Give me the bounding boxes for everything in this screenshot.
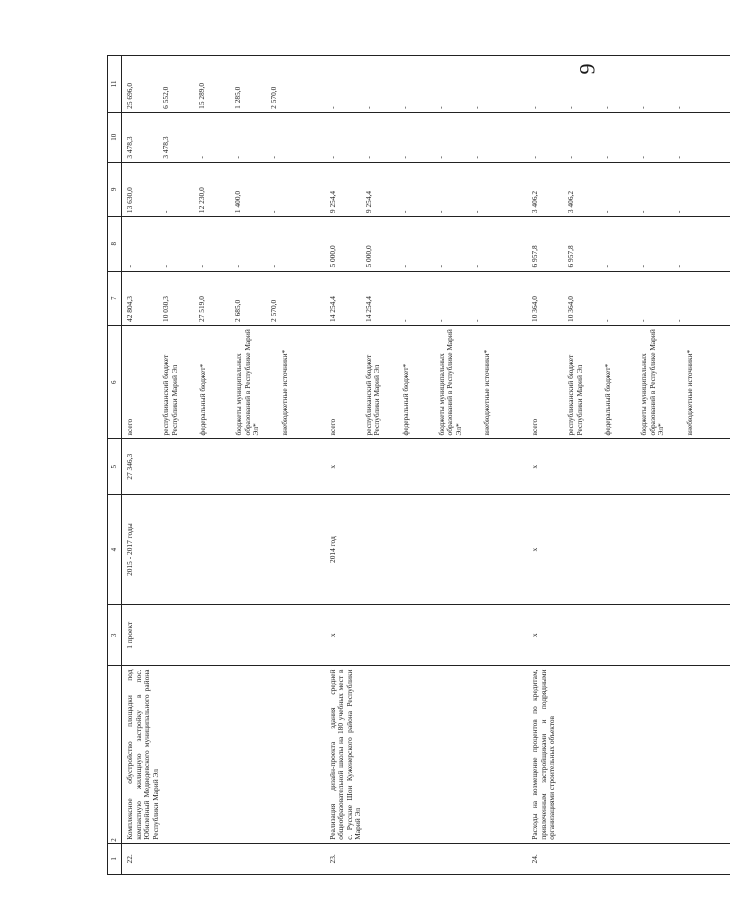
event-name: Реализация дизайн-проекта здания средней общеобразовательной школы на 180 учебных мест в с. Русские Шои Куженерского района Республики Марий Эл <box>325 666 528 843</box>
col-header-2: 2 <box>108 666 122 843</box>
amount-value: - <box>435 156 445 159</box>
amount-value: 3 406,2 <box>530 190 540 214</box>
col-header-5: 5 <box>108 439 122 495</box>
amount-column-7 <box>527 271 730 325</box>
amount-value: - <box>471 156 481 159</box>
amount-value: - <box>566 156 576 159</box>
amount-value: 3 478,3 <box>125 136 134 159</box>
amount-column-8 <box>122 217 325 271</box>
funding-source-label: внебюджетные источники* <box>279 349 289 436</box>
amount-value: - <box>435 106 445 109</box>
amount-value: - <box>399 106 409 109</box>
amount-value: 14 254,4 <box>363 296 373 322</box>
amount-value: - <box>363 106 373 109</box>
funding-source-label: внебюджетные источники* <box>684 349 694 436</box>
amount-value: 10 364,0 <box>530 296 540 322</box>
funding-sources <box>122 325 325 439</box>
amount-value: - <box>638 319 648 322</box>
amount-value: 12 230,0 <box>197 187 206 214</box>
funding-source-label: федеральный бюджет* <box>198 363 208 436</box>
column-number-row <box>108 56 122 875</box>
amount-value: - <box>327 156 337 159</box>
funding-source-label: республиканский бюджет Республики Марий Эл <box>363 354 382 436</box>
amount-value: - <box>566 106 576 109</box>
amount-column-11 <box>325 56 528 113</box>
col-header-8: 8 <box>108 217 122 271</box>
amount-column-9 <box>122 162 325 216</box>
funding-source-label: бюджеты муниципальных образований в Республике Марий Эл* <box>234 329 261 436</box>
col-header-10: 10 <box>108 112 122 162</box>
funding-source-label: республиканский бюджет Республики Марий Эл <box>161 354 179 436</box>
col-header-1: 1 <box>108 843 122 874</box>
amount-value: 25 696,0 <box>125 82 134 109</box>
amount-value: - <box>233 265 242 268</box>
amount-value: - <box>125 265 134 268</box>
amount-value: - <box>327 106 337 109</box>
col-header-7: 7 <box>108 271 122 325</box>
funding-source-label: внебюджетные источники* <box>482 349 492 436</box>
amount-column-10 <box>527 112 730 162</box>
table-row <box>527 56 730 875</box>
amount-value: - <box>638 156 648 159</box>
amount-value: - <box>399 319 409 322</box>
amount-value: 6 957,8 <box>566 245 576 268</box>
amount-value: 15 289,0 <box>197 82 206 109</box>
col-header-6: 6 <box>108 325 122 439</box>
amount-value: - <box>399 265 409 268</box>
amount-value: - <box>269 156 278 159</box>
amount-value: - <box>233 156 242 159</box>
amount-value: 2 570,0 <box>269 299 278 322</box>
amount-value: 5 000,0 <box>327 245 337 268</box>
amount-value: - <box>435 210 445 214</box>
funding-source-label: республиканский бюджет Республики Марий Эл <box>566 354 584 436</box>
row-number: 23. <box>325 843 528 874</box>
result-unit: 1 проект <box>122 605 325 666</box>
amount-value: - <box>471 265 481 268</box>
amount-value: 3 406,2 <box>566 190 576 214</box>
funding-sources <box>325 325 528 439</box>
amount-value: - <box>161 265 170 268</box>
amount-value: - <box>638 106 648 109</box>
amount-value: - <box>602 319 612 322</box>
amount-value: - <box>269 265 278 268</box>
amount-value: - <box>638 265 648 268</box>
amount-value: - <box>399 210 409 214</box>
col-header-3: 3 <box>108 605 122 666</box>
col-header-11: 11 <box>108 56 122 113</box>
amount-value: 27 519,0 <box>197 296 206 322</box>
table-row <box>325 56 528 875</box>
funding-source-label: всего <box>125 418 134 436</box>
amount-column-9 <box>527 162 730 216</box>
amount-value: - <box>435 319 445 322</box>
amount-value: - <box>197 156 206 159</box>
funding-source-label: бюджеты муниципальных образований в Республике Марий Эл* <box>639 329 666 436</box>
period: 2014 год <box>325 495 528 605</box>
amount-value: 5 000,0 <box>363 245 373 268</box>
amount-value: - <box>471 210 481 214</box>
amount-value: 6 552,0 <box>161 86 170 109</box>
funding-source-label: федеральный бюджет* <box>603 363 613 436</box>
amount-value: - <box>674 106 684 109</box>
amount-value: - <box>674 156 684 159</box>
funding-source-label: федеральный бюджет* <box>400 363 410 436</box>
amount-value: - <box>363 156 373 159</box>
amount-column-7 <box>122 271 325 325</box>
amount-value: - <box>638 210 648 214</box>
amount-column-9 <box>325 162 528 216</box>
amount-value: - <box>602 106 612 109</box>
funding-source-label: всего <box>327 418 337 436</box>
amount-value: - <box>602 156 612 159</box>
amount-column-10 <box>325 112 528 162</box>
total-cost: 27 346,3 <box>122 439 325 495</box>
amount-value: - <box>399 156 409 159</box>
funding-source-label: бюджеты муниципальных образований в Республике Марий Эл* <box>436 329 463 436</box>
page-number: 9 <box>574 63 600 75</box>
amount-value: 2 685,0 <box>233 299 242 322</box>
total-cost: x <box>325 439 528 495</box>
financing-table <box>107 55 730 875</box>
table-row <box>122 56 325 875</box>
rotated-table-sheet <box>107 55 694 875</box>
amount-value: 1 400,0 <box>233 190 242 214</box>
event-name: Расходы на возмещение процентов по кредитам, привлеченным застройщиками и подрядными организациями строительных объектов <box>527 666 730 843</box>
amount-value: - <box>471 319 481 322</box>
period: 2015 - 2017 годы <box>122 495 325 605</box>
amount-value: - <box>471 106 481 109</box>
amount-value: 10 364,0 <box>566 296 576 322</box>
amount-value: 9 254,4 <box>363 190 373 214</box>
amount-value: - <box>269 210 278 214</box>
event-name: Комплексное обустройство площадки под компактную жилищную застройку в пос. Юбилейный Медведевского муниципального района Республики Марий Эл <box>122 666 325 843</box>
amount-column-10 <box>122 112 325 162</box>
amount-value: - <box>161 210 170 214</box>
result-unit: x <box>325 605 528 666</box>
amount-value: - <box>435 265 445 268</box>
amount-value: - <box>674 265 684 268</box>
row-number: 24. <box>527 843 730 874</box>
col-header-4: 4 <box>108 495 122 605</box>
amount-value: 14 254,4 <box>327 296 337 322</box>
amount-value: - <box>674 210 684 214</box>
amount-value: 9 254,4 <box>327 190 337 214</box>
row-number: 22. <box>122 843 325 874</box>
amount-column-11 <box>122 56 325 113</box>
amount-value: 3 478,3 <box>161 136 170 159</box>
amount-column-8 <box>325 217 528 271</box>
amount-column-11 <box>527 56 730 113</box>
amount-value: - <box>602 265 612 268</box>
funding-sources <box>527 325 730 439</box>
amount-value: 6 957,8 <box>530 245 540 268</box>
result-unit: x <box>527 605 730 666</box>
amount-value: - <box>530 156 540 159</box>
amount-value: 10 030,3 <box>161 296 170 322</box>
amount-column-7 <box>325 271 528 325</box>
period: x <box>527 495 730 605</box>
amount-value: - <box>197 265 206 268</box>
amount-value: 13 630,0 <box>125 187 134 214</box>
amount-value: 42 804,3 <box>125 296 134 322</box>
amount-value: 2 570,0 <box>269 86 278 109</box>
amount-value: - <box>674 319 684 322</box>
col-header-9: 9 <box>108 162 122 216</box>
amount-value: - <box>530 106 540 109</box>
total-cost: x <box>527 439 730 495</box>
table-body <box>122 56 730 875</box>
amount-value: - <box>602 210 612 214</box>
funding-source-label: всего <box>530 418 540 436</box>
amount-value: 1 285,0 <box>233 86 242 109</box>
amount-column-8 <box>527 217 730 271</box>
